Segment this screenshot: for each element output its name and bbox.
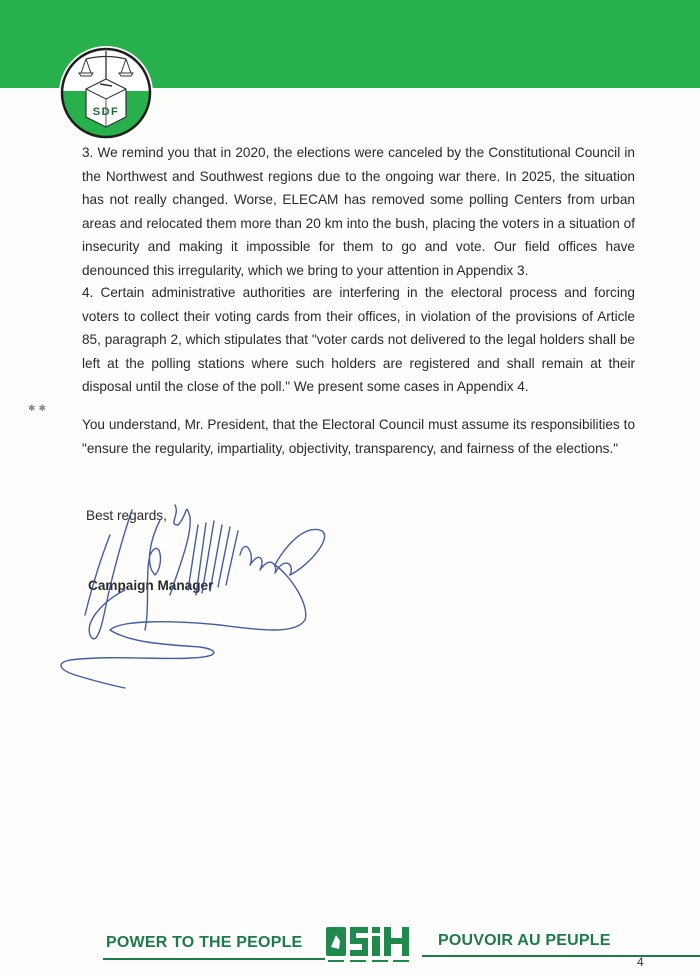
svg-text:SDF: SDF: [92, 106, 120, 118]
signatory-role: Campaign Manager: [88, 578, 214, 593]
footer-slogan-english: POWER TO THE PEOPLE: [106, 934, 303, 951]
paragraph-3-text: 3. We remind you that in 2020, the elections were canceled by the Constitutional Council in the Northwest and Southwest regions due to the ongoing war there. In 2025, the situation has not really changed. Worse, ELECAM has removed some polling Centers from urban areas and relocated them more than 20 km into the bush, placing the voters in a situation of insecurity and making it impossible for them to go and vote. Our field offices have denounced this irregularity, which we bring to your attention in Appendix 3.: [82, 145, 635, 278]
margin-specks: ✱✱: [28, 403, 50, 413]
osih-logo: [326, 925, 418, 965]
paragraph-4-text: 4. Certain administrative authorities are interfering in the electoral process and forcing voters to collect their voting cards from their offices, in violation of the provisions of Article 85, paragraph 2, which stipulates that "voter cards not delivered to the legal holders shall be left at the polling stations where such holders are registered and shall remain at their disposal until the close of the poll." We present some cases in Appendix 4.: [82, 285, 635, 394]
footer-rule-right: [422, 955, 700, 957]
paragraph-conclusion: [82, 413, 635, 460]
paragraph-conclusion-text: You understand, Mr. President, that the Electoral Council must assume its responsibilities to "ensure the regularity, impartiality, objectivity, transparency, and fairness of the elections.": [82, 417, 635, 456]
handwritten-signature: [50, 495, 350, 695]
footer-rule-left: [103, 958, 325, 960]
paragraph-3: [82, 141, 635, 282]
sdf-party-logo: [58, 45, 154, 141]
page-number: 4: [637, 955, 644, 969]
footer-slogan-french: POUVOIR AU PEUPLE: [438, 932, 611, 949]
paragraph-4: [82, 281, 635, 399]
closing-salutation: Best regards,: [86, 508, 167, 523]
